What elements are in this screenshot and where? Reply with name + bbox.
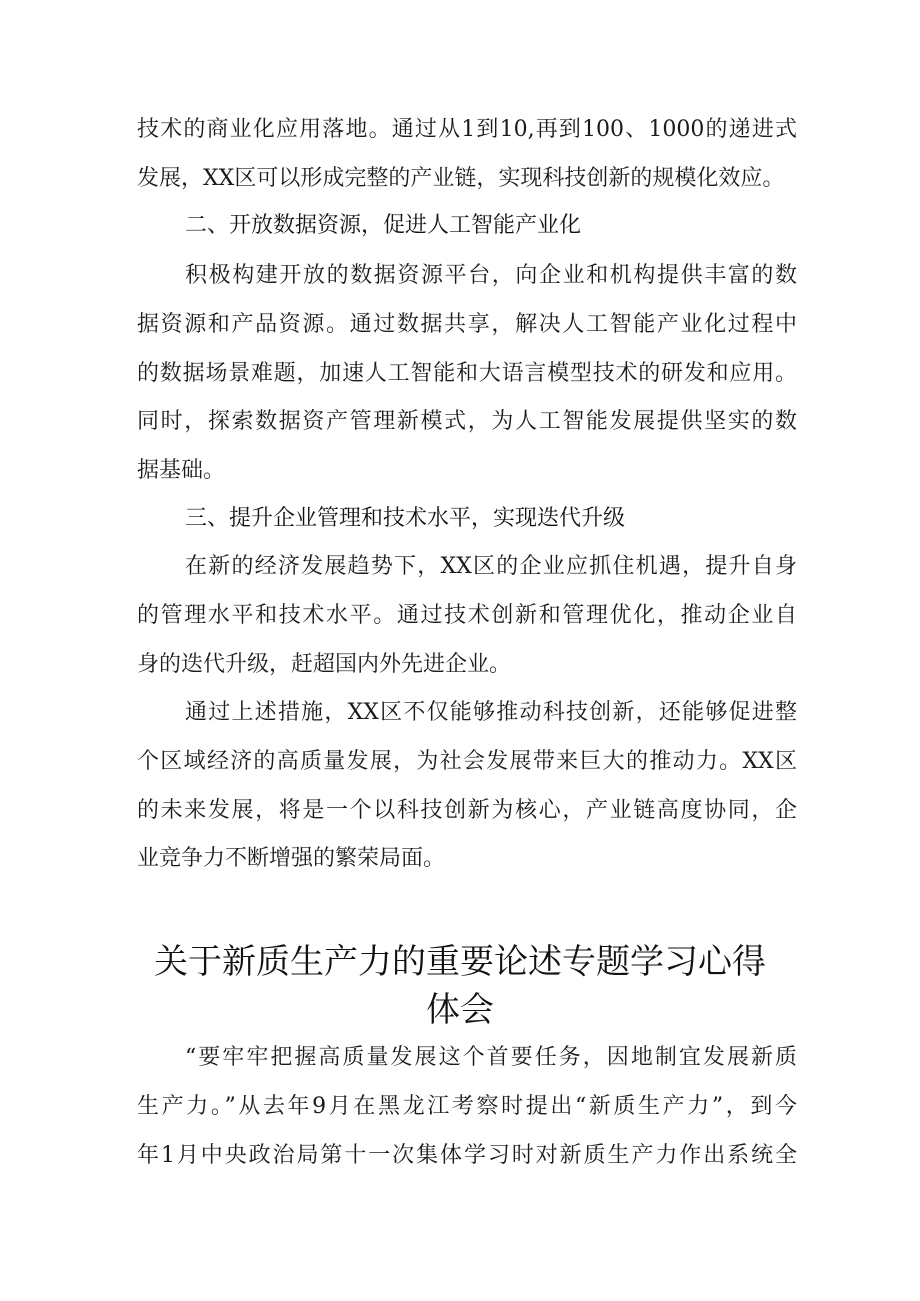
paragraph-line: 通过上述措施，XX区不仅能够推动科技创新，还能够促进整 [185, 700, 797, 725]
section-heading: 二、开放数据资源，促进人工智能产业化 [185, 213, 582, 238]
paragraph-line: 业竞争力不断增强的繁荣局面。 [137, 846, 446, 871]
paragraph-line: 个区域经济的高质量发展，为社会发展带来巨大的推动力。XX区 [137, 749, 797, 774]
paragraph-line: 的未来发展，将是一个以科技创新为核心，产业链高度协同，企 [137, 798, 797, 823]
article-title-line1: 关于新质生产力的重要论述专题学习心得 [154, 942, 766, 982]
paragraph-line: 生产力。”从去年9月在黑龙江考察时提出“新质生产力”，到今 [137, 1094, 797, 1119]
paragraph-line: “要牢牢把握高质量发展这个首要任务，因地制宜发展新质 [185, 1045, 797, 1070]
paragraph-line: 发展，XX区可以形成完整的产业链，实现科技创新的规模化效应。 [137, 166, 785, 191]
paragraph-line: 积极构建开放的数据资源平台，向企业和机构提供丰富的数 [185, 263, 797, 288]
paragraph-line: 技术的商业化应用落地。通过从1到10,再到100、1000的递进式 [137, 117, 797, 142]
paragraph-line: 身的迭代升级，赶超国内外先进企业。 [137, 652, 512, 677]
paragraph-line: 的数据场景难题，加速人工智能和大语言模型技术的研发和应用。 [137, 361, 797, 386]
paragraph-line: 同时，探索数据资产管理新模式，为人工智能发展提供坚实的数 [137, 409, 797, 434]
article-title-line2: 体会 [426, 990, 494, 1030]
paragraph-line: 年1月中央政治局第十一次集体学习时对新质生产力作出系统全 [137, 1143, 797, 1168]
paragraph-line: 的管理水平和技术水平。通过技术创新和管理优化，推动企业自 [137, 603, 797, 628]
paragraph-line: 据资源和产品资源。通过数据共享，解决人工智能产业化过程中 [137, 312, 797, 337]
section-heading: 三、提升企业管理和技术水平，实现迭代升级 [185, 506, 626, 531]
paragraph-line: 据基础。 [137, 458, 226, 483]
paragraph-line: 在新的经济发展趋势下，XX区的企业应抓住机遇，提升自身 [185, 554, 797, 579]
